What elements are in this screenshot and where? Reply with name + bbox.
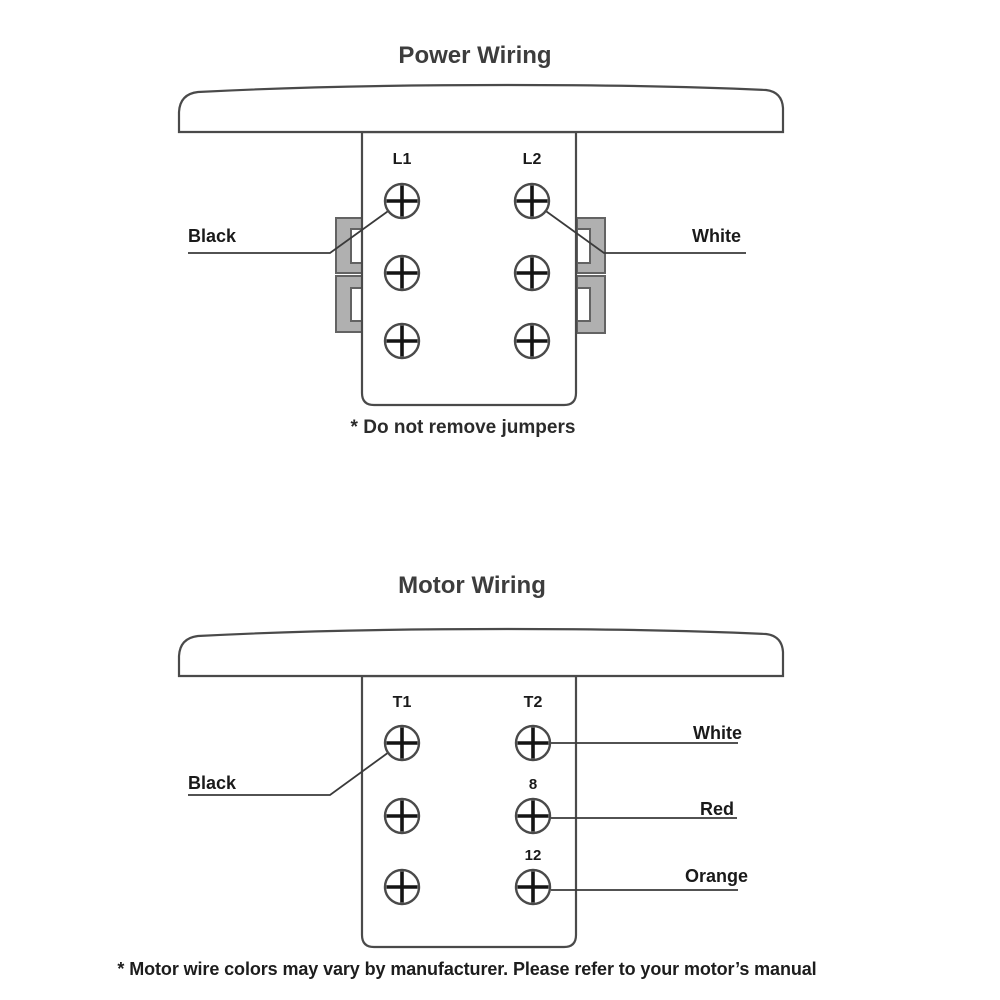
power-section-title: Power Wiring — [398, 42, 552, 69]
power-wire-label-white: White — [692, 226, 741, 246]
terminal-number-8: 8 — [528, 776, 538, 793]
screw-terminal-icon — [515, 184, 549, 218]
screw-terminal-icon — [385, 256, 419, 290]
power-jumper-left-bottom — [336, 276, 363, 332]
screw-terminal-icon — [385, 870, 419, 904]
screw-terminal-icon — [385, 799, 419, 833]
screw-terminal-icon — [516, 870, 550, 904]
screw-terminal-icon — [385, 726, 419, 760]
motor-wire-label-white: White — [693, 723, 742, 743]
power-jumper-right-top — [577, 218, 605, 273]
motor-wire-label-black: Black — [188, 773, 237, 793]
motor-wire-label-orange: Orange — [684, 866, 748, 886]
screw-terminal-icon — [516, 726, 550, 760]
terminal-label-t1: T1 — [392, 694, 412, 711]
screw-terminal-icon — [385, 324, 419, 358]
power-wire-label-black: Black — [188, 226, 237, 246]
terminal-number-12: 12 — [524, 847, 542, 864]
motor-note: * Motor wire colors may vary by manufacturer. Please refer to your motor’s manual — [117, 959, 817, 979]
power-note: * Do not remove jumpers — [350, 417, 576, 438]
screw-terminal-icon — [385, 184, 419, 218]
power-jumper-right-bottom — [577, 276, 605, 333]
power-switch-cover — [179, 85, 783, 132]
motor-section-title: Motor Wiring — [398, 572, 546, 599]
motor-switch-cover — [179, 629, 783, 676]
terminal-label-l2: L2 — [522, 151, 542, 168]
motor-wiring-diagram — [179, 629, 783, 947]
screw-terminal-icon — [515, 324, 549, 358]
terminal-label-t2: T2 — [523, 694, 543, 711]
screw-terminal-icon — [515, 256, 549, 290]
terminal-label-l1: L1 — [392, 151, 412, 168]
screw-terminal-icon — [516, 799, 550, 833]
motor-wire-label-red: Red — [699, 799, 734, 819]
